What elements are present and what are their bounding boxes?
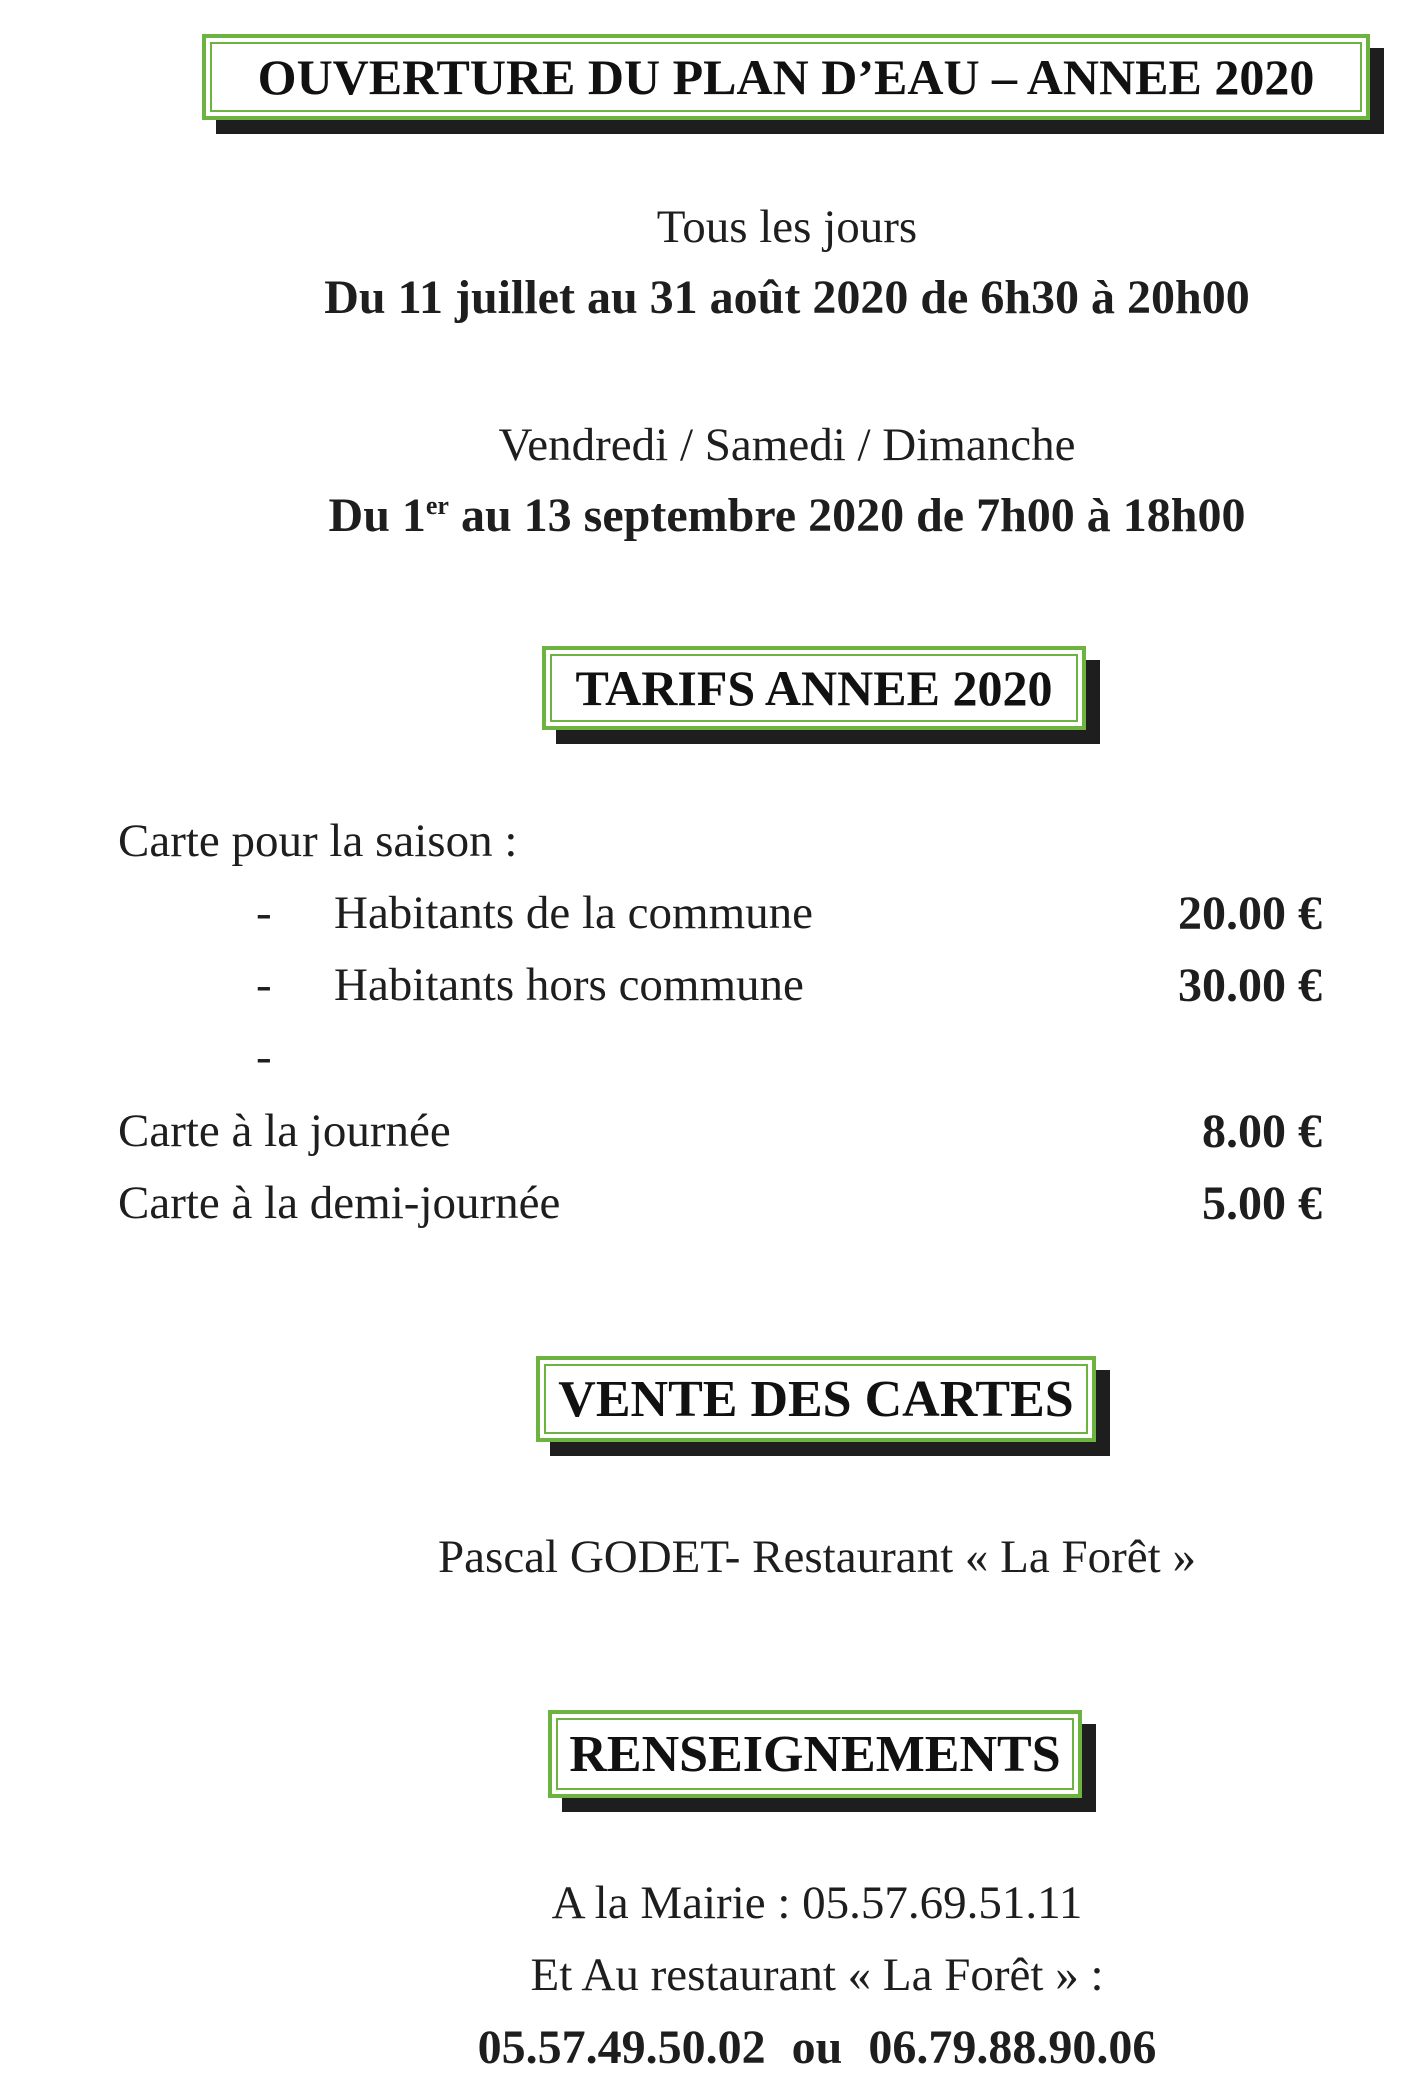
tarif-item-2-label: Habitants hors commune [334,959,804,1011]
renseignements-title: RENSEIGNEMENTS [569,1725,1061,1783]
period2-superscript: er [425,491,449,520]
period2-rest: au 13 septembre 2020 de 7h00 à 18h00 [448,489,1246,542]
halfday-label: Carte à la demi-journée [118,1177,561,1229]
phone-restaurant-2: 06.79.88.90.06 [868,2021,1157,2074]
phone-restaurant-1: 05.57.49.50.02 [477,2021,766,2074]
day-price: 8.00 € [1202,1105,1322,1158]
period2-days: Vendredi / Samedi / Dimanche [498,419,1076,471]
renseignements-title-box [548,1710,1082,1798]
period2-prefix: Du 1 [328,489,426,542]
vente-title: VENTE DES CARTES [558,1370,1074,1428]
tarif-item-1-dash: - [256,887,272,939]
tarif-item-1-price: 20.00 € [1178,887,1322,940]
tarif-item-2-price: 30.00 € [1178,959,1322,1012]
period1-days: Tous les jours [656,201,918,253]
opening-title-box [202,34,1370,120]
vente-title-box [536,1356,1096,1442]
mairie-line: A la Mairie : 05.57.69.51.11 [551,1877,1083,1929]
period2-dates [80,488,1414,543]
tarif-item-2-dash: - [256,959,272,1011]
opening-title: OUVERTURE DU PLAN D’EAU – ANNEE 2020 [257,49,1315,105]
tarifs-title: TARIFS ANNEE 2020 [575,660,1053,716]
tarifs-title-box [542,646,1086,730]
restaurant-line: Et Au restaurant « La Forêt » : [530,1949,1104,2001]
tarif-item-1-label: Habitants de la commune [334,887,813,939]
period1-dates: Du 11 juillet au 31 août 2020 de 6h30 à 20h00 [324,271,1250,324]
phone-separator: ou [791,2021,843,2074]
day-label: Carte à la journée [118,1105,451,1157]
seller-line: Pascal GODET- Restaurant « La Forêt » [438,1531,1196,1583]
halfday-price: 5.00 € [1202,1177,1322,1230]
tarif-item-3-dash: - [256,1031,272,1083]
season-label: Carte pour la saison : [118,815,518,867]
phones-line [110,2020,1414,2075]
